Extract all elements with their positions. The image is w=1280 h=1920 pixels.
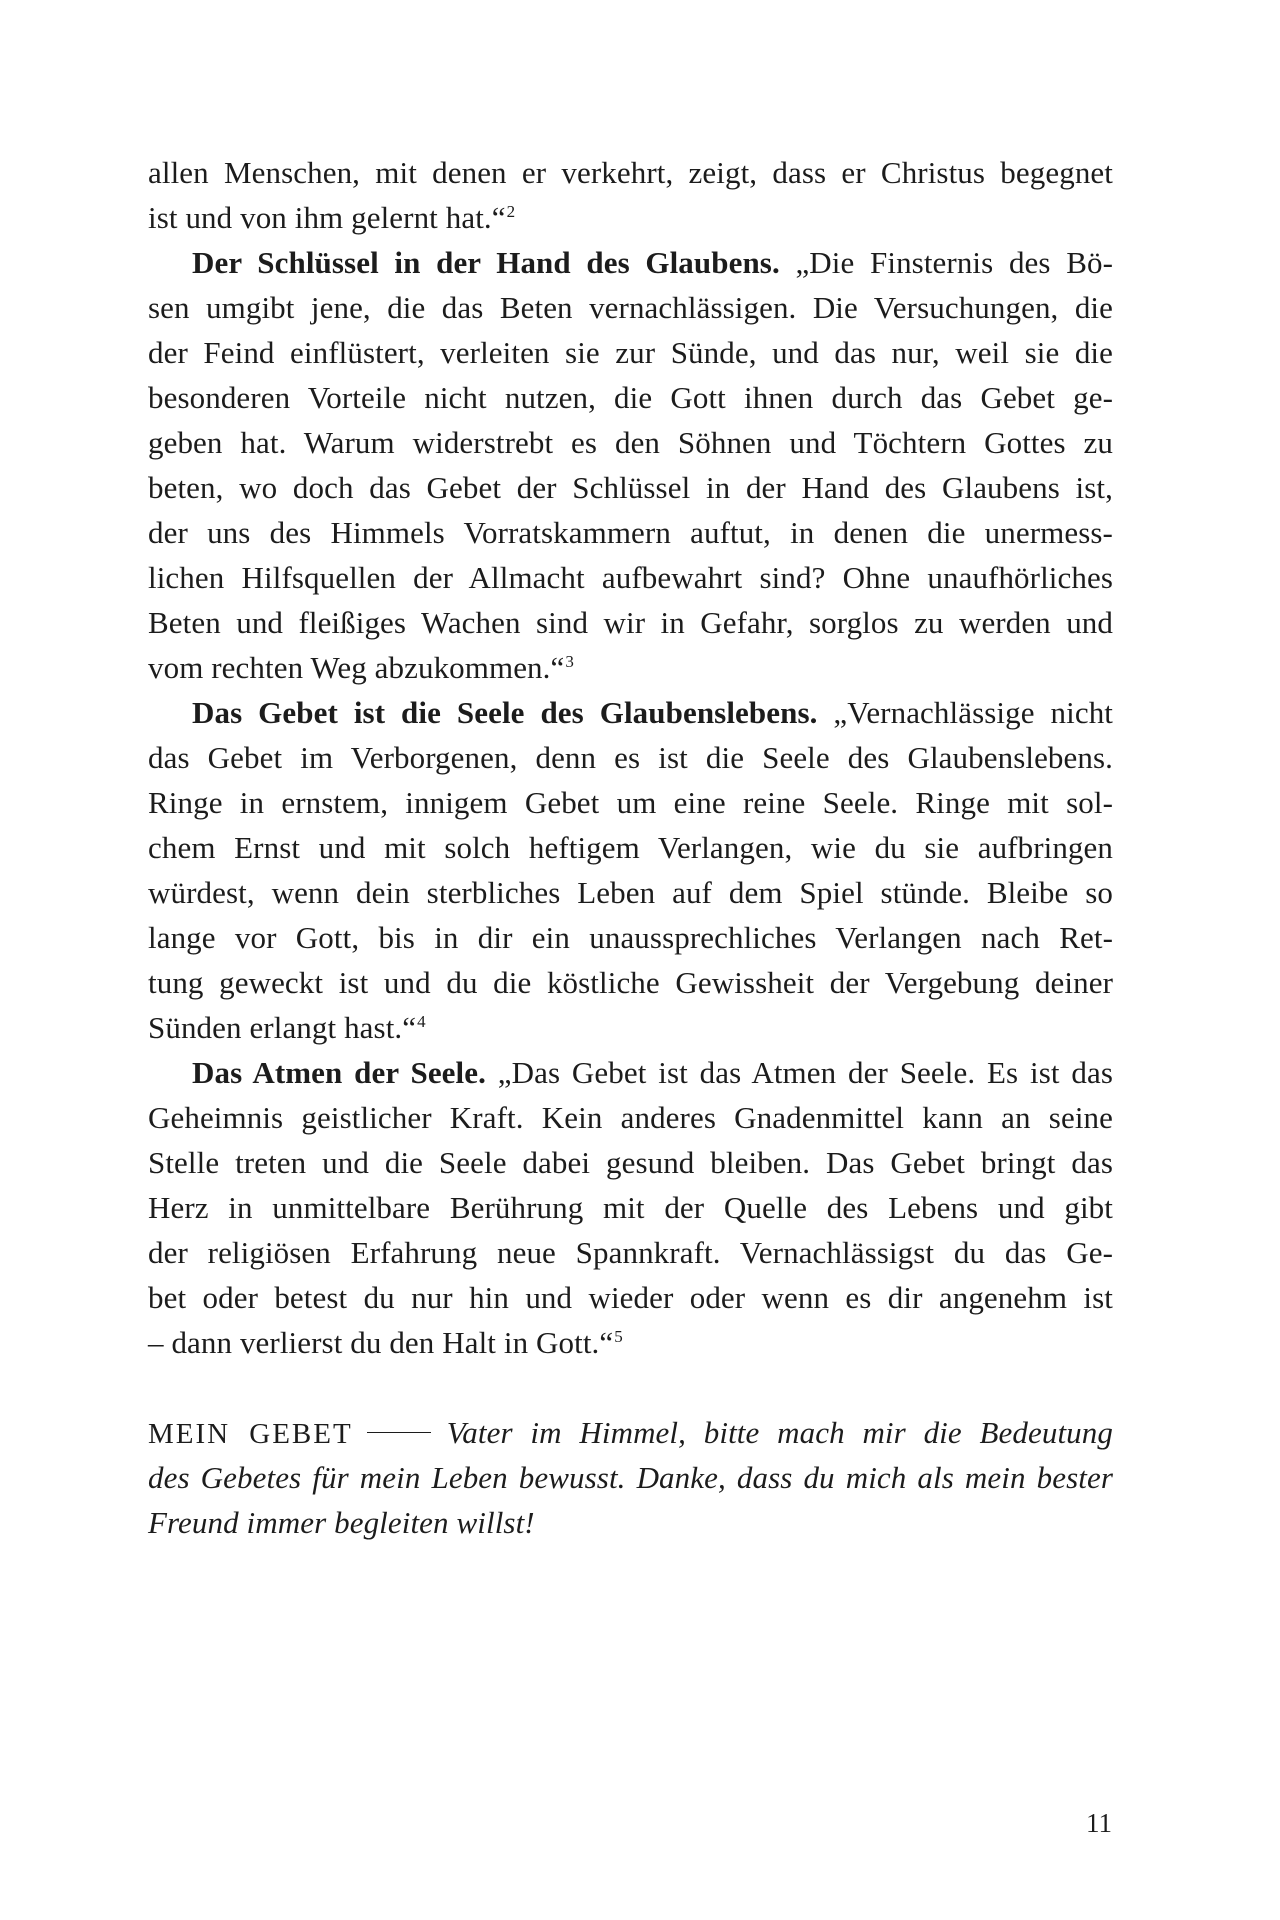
text-line: geben hat. Warum widerstrebt es den Söhnen und Töchtern Gottes zu: [148, 425, 1113, 460]
page-body: [148, 150, 1113, 1545]
paragraph-continuation: [148, 150, 1113, 240]
text-line: Ringe in ernstem, innigem Gebet um eine reine Seele. Ringe mit sol-: [148, 785, 1113, 820]
text-line: das Gebet im Verborgenen, denn es ist die Seele des Glaubenslebens.: [148, 740, 1113, 775]
text-line-content: „Vernachlässige nicht: [817, 695, 1114, 730]
text-line-content: vom rechten Weg abzukommen.“: [148, 650, 565, 685]
text-line: [148, 1005, 1113, 1050]
text-line: [148, 1410, 1113, 1455]
text-line: lange vor Gott, bis in dir ein unaussprechliches Verlangen nach Ret-: [148, 920, 1113, 955]
footnote-marker: 5: [614, 1327, 623, 1346]
text-line: besonderen Vorteile nicht nutzen, die Gott ihnen durch das Gebet ge-: [148, 380, 1113, 415]
prayer-label: MEIN GEBET: [148, 1418, 353, 1450]
paragraph-heading: Das Gebet ist die Seele des Glaubenslebens.: [192, 695, 818, 730]
text-line: der uns des Himmels Vorratskammern auftut, in denen die unermess-: [148, 515, 1113, 550]
text-line: [148, 1050, 1113, 1095]
text-line-content: „Das Gebet ist das Atmen der Seele. Es ist das: [485, 1055, 1114, 1090]
text-line: [148, 1320, 1113, 1365]
text-line: Stelle treten und die Seele dabei gesund bleiben. Das Gebet bringt das: [148, 1145, 1113, 1180]
text-line: des Gebetes für mein Leben bewusst. Danke, dass du mich als mein bester: [148, 1460, 1113, 1495]
text-line-content: ist und von ihm gelernt hat.“: [148, 200, 506, 235]
footnote-marker: 4: [417, 1012, 426, 1031]
text-line: bet oder betest du nur hin und wieder oder wenn es dir angenehm ist: [148, 1280, 1113, 1315]
prayer-text: Vater im Himmel, bitte mach mir die Bedeutung: [446, 1415, 1113, 1450]
text-line: allen Menschen, mit denen er verkehrt, zeigt, dass er Christus begegnet: [148, 155, 1113, 190]
text-line: würdest, wenn dein sterbliches Leben auf dem Spiel stünde. Bleibe so: [148, 875, 1113, 910]
text-line: Herz in unmittelbare Berührung mit der Quelle des Lebens und gibt: [148, 1190, 1113, 1225]
paragraph-heading: Der Schlüssel in der Hand des Glaubens.: [192, 245, 780, 280]
text-line: [148, 195, 1113, 240]
text-line: beten, wo doch das Gebet der Schlüssel in der Hand des Glaubens ist,: [148, 470, 1113, 505]
text-line: lichen Hilfsquellen der Allmacht aufbewahrt sind? Ohne unaufhörliches: [148, 560, 1113, 595]
paragraph-heading: Das Atmen der Seele.: [192, 1055, 486, 1090]
text-line-content: Sünden erlangt hast.“: [148, 1010, 417, 1045]
text-line: der Feind einflüstert, verleiten sie zur Sünde, und das nur, weil sie die: [148, 335, 1113, 370]
footnote-marker: 2: [506, 202, 516, 221]
text-line: chem Ernst und mit solch heftigem Verlangen, wie du sie aufbringen: [148, 830, 1113, 865]
text-line-content: – dann verlierst du den Halt in Gott.“: [148, 1325, 614, 1360]
paragraph-schluessel: [148, 240, 1113, 690]
text-line: [148, 690, 1113, 735]
text-line: [148, 645, 1113, 690]
text-line: sen umgibt jene, die das Beten vernachlässigen. Die Versuchungen, die: [148, 290, 1113, 325]
text-line: Beten und fleißiges Wachen sind wir in Gefahr, sorglos zu werden und: [148, 605, 1113, 640]
footnote-marker: 3: [565, 652, 574, 671]
text-line: [148, 240, 1113, 285]
text-line: Freund immer begleiten willst!: [148, 1505, 535, 1540]
page-number: 11: [1086, 1808, 1112, 1838]
paragraph-seele-des-glaubenslebens: [148, 690, 1113, 1050]
dash-divider: [367, 1432, 431, 1433]
text-line-content: „Die Finsternis des Bö-: [779, 245, 1113, 280]
text-line: der religiösen Erfahrung neue Spannkraft. Vernachlässigst du das Ge-: [148, 1235, 1113, 1270]
paragraph-atmen-der-seele: [148, 1050, 1113, 1365]
text-line: tung geweckt ist und du die köstliche Gewissheit der Vergebung deiner: [148, 965, 1113, 1000]
prayer-section: [148, 1410, 1113, 1545]
text-line: Geheimnis geistlicher Kraft. Kein anderes Gnadenmittel kann an seine: [148, 1100, 1113, 1135]
